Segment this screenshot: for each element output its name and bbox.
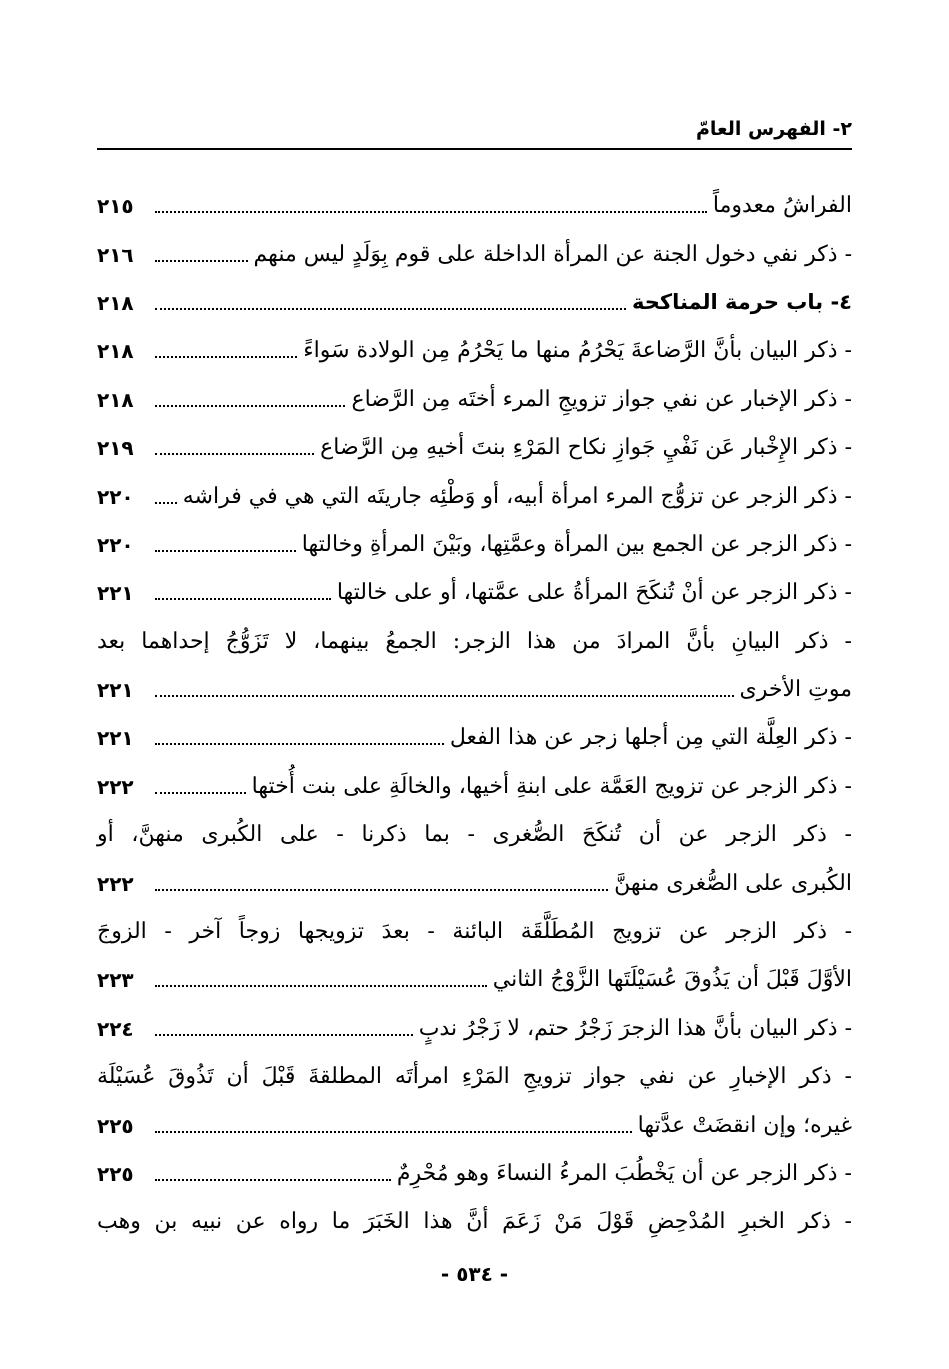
index-entry [97,1053,852,1101]
entry-text: - ذكر البيانِ بأنَّ المرادَ من هذا الزجر: الجمعُ بينهما، لا تَزَوُّجُ إحداهما بعد [97,628,852,654]
entry-text: الأوَّلَ قَبْلَ أن يَذُوقَ عُسَيْلَتَها الزَّوْجُ الثاني [492,967,852,993]
entry-text: - ذكر الزجر عن أنْ تُنكَحَ المرأةُ على عمَّتها، أو على خالتها [336,580,852,606]
index-entry [97,763,852,811]
entry-page-number: ٢١٩ [97,436,134,461]
entry-text: - ذكر الزجر عن أن يَخْطُبَ المرءُ النساءَ وهو مُحْرِمٌ [396,1161,852,1186]
entry-text: الفراشُ معدوماً [712,193,852,219]
dot-leader [155,356,297,358]
index-entry [97,859,852,907]
index-entry [97,327,852,375]
dot-leader [155,502,177,504]
index-entries [97,182,852,1247]
entry-page-number: ٢٢٢ [97,871,134,896]
entry-text: - ذكر الزجر عن تزوُّج المرء امرأة أبيه، أو وَطْئِه جاريتَه التي هي في فراشه [182,483,852,509]
entry-text: - ذكر البيان بأنَّ الرَّضاعةَ يَحْرُمُ منها ما يَحْرُمُ مِن الولادة سَواءً [303,338,852,364]
index-entry [97,714,852,762]
index-entry [97,424,852,472]
dot-leader [155,889,608,891]
entry-page-number: ٢٢١ [97,678,134,703]
entry-page-number: ٢٢٥ [97,1113,134,1138]
entry-page-number: ٢١٦ [97,242,134,267]
index-entry [97,1198,852,1246]
index-entry [97,472,852,520]
entry-text: - ذكر نفي دخول الجنة عن المرأة الداخلة على قوم بِوَلَدٍ ليس منهم [253,241,852,267]
dot-leader [155,260,248,262]
entry-text: - ذكر البيان بأنَّ هذا الزجرَ زَجْرُ حتم، لا زَجْرُ ندبٍ [418,1015,852,1041]
entry-text: موتِ الأخرى [739,677,852,703]
entry-text: - ذكر الزجر عن الجمع بين المرأة وعمَّتِها، وبَيْنَ المرأةِ وخالتها [301,531,852,557]
entry-text: - ذكر العِلَّة التي مِن أجلها زجر عن هذا الفعل [449,725,852,751]
index-entry [97,569,852,617]
index-entry [97,1005,852,1053]
entry-text: - ذكر الإِخْبار عَن نَفْيِ جَوازِ نكاح المَرْءِ بنتَ أخيهِ مِن الرَّضاع [320,435,852,461]
dot-leader [155,695,734,697]
entry-text: - ذكر الإخبار عن نفي جواز تزويجِ المرء أختَه مِن الرَّضاع [351,386,852,412]
entry-text: - ذكر الإخبارِ عن نفي جواز تزويجِ المَرْءِ امرأتَه المطلقةَ قَبْلَ أن تَذُوقَ عُسَيْلَة [97,1064,852,1090]
index-entry [97,666,852,714]
index-entry [97,1101,852,1149]
entry-page-number: ٢٢٠ [97,484,134,509]
entry-page-number: ٢١٥ [97,194,134,219]
dot-leader [155,598,331,600]
entry-page-number: ٢١٨ [97,339,134,364]
index-entry [97,279,852,327]
entry-page-number: ٢٢٤ [97,1016,134,1041]
index-entry [97,182,852,230]
index-entry [97,811,852,859]
entry-page-number: ٢٢١ [97,581,134,606]
entry-page-number: ٢٢٣ [97,968,134,993]
entry-text: الكُبرى على الصُّغرى منهنَّ [614,870,852,896]
dot-leader [155,792,246,794]
entry-text: - ذكر الزجر عن تزويج العَمَّة على ابنةِ أخيها، والخالَةِ على بنت أُختها [251,773,852,799]
entry-page-number: ٢١٨ [97,387,134,412]
entry-page-number: ٢٢٠ [97,532,134,557]
entry-text: - ذكر الزجر عن تزويج المُطَلَّقَة البائنة - بعدَ تزويجها زوجاً آخر - الزوجَ [97,919,852,945]
entry-text: - ذكر الزجر عن أن تُنكَحَ الصُّغرى - بما ذكرنا - على الكُبرى منهنَّ، أو [97,822,852,848]
dot-leader [155,211,707,213]
entry-text: غيره؛ وإن انقضَتْ عدَّتها [637,1112,852,1138]
index-entry [97,521,852,569]
dot-leader [155,308,626,310]
entry-page-number: ٢٢٢ [97,774,134,799]
index-entry [97,230,852,278]
index-entry [97,376,852,424]
running-header: ٢- الفهرس العامّ [695,118,852,140]
index-entry [97,618,852,666]
dot-leader [155,1179,391,1181]
entry-text: ٤- باب حرمة المناكحة [632,290,852,315]
entry-page-number: ٢١٨ [97,290,134,315]
dot-leader [155,985,487,987]
entry-text: - ذكر الخبرِ المُدْحِضِ قَوْلَ مَنْ زَعَمَ أنَّ هذا الخَبَرَ ما رواه عن نبيه بن وهب [97,1209,852,1235]
dot-leader [155,1034,413,1036]
dot-leader [155,1131,632,1133]
index-entry [97,956,852,1004]
page-number: - ٥٣٤ - [440,1262,509,1286]
entry-page-number: ٢٢٥ [97,1162,134,1186]
index-entry [97,908,852,956]
header-rule [97,148,852,150]
dot-leader [155,550,296,552]
dot-leader [155,453,314,455]
index-entry [97,1150,852,1198]
dot-leader [155,743,444,745]
dot-leader [155,405,345,407]
entry-page-number: ٢٢١ [97,726,134,751]
